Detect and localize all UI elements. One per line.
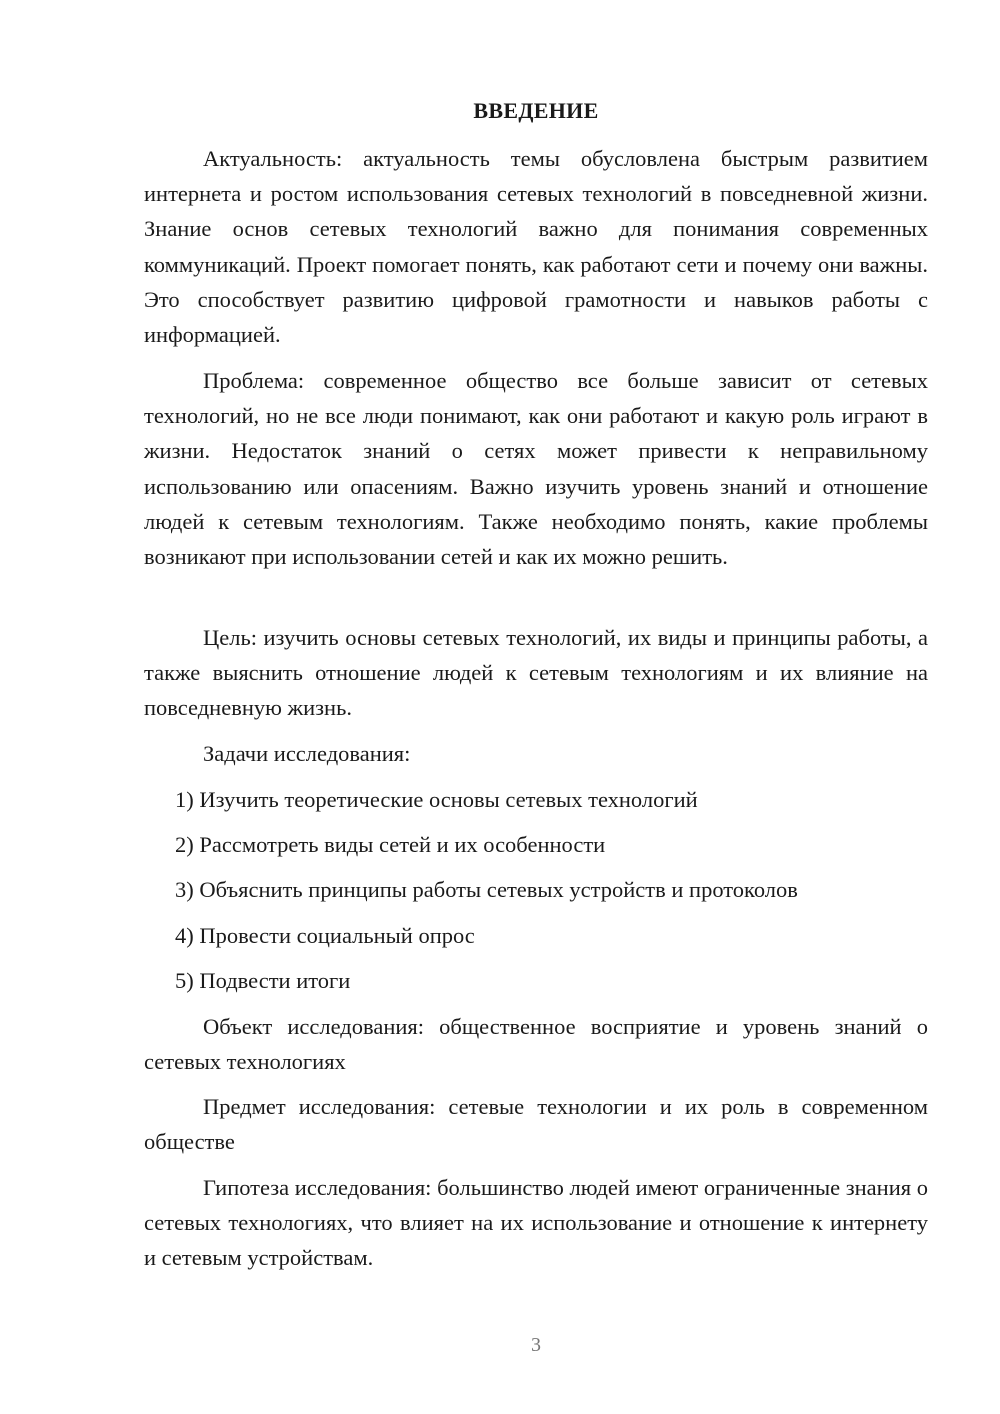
task-item: 5) Подвести итоги [175, 968, 351, 993]
page-title: ВВЕДЕНИЕ [473, 98, 599, 123]
task-item: 2) Рассмотреть виды сетей и их особенности [175, 832, 606, 857]
relevance-paragraph: Актуальность: актуальность темы обусловлена быстрым развитием интернета и ростом использования сетевых технологий в повседневной жизни. Знание основ сетевых технологий важно для понимания современных коммуникаций. Проект помогает понять, как работают сети и почему они важны. Это способствует развитию цифровой грамотности и навыков работы с информацией. [144, 146, 928, 348]
goal-paragraph: Цель: изучить основы сетевых технологий, их виды и принципы работы, а также выяснить отношение людей к сетевым технологиям и их влияние на повседневную жизнь. [144, 625, 928, 721]
page-number: 3 [531, 1334, 541, 1356]
hypothesis-paragraph: Гипотеза исследования: большинство людей имеют ограниченные знания о сетевых технологиях, что влияет на их использование и отношение к интернету и сетевым устройствам. [144, 1175, 928, 1271]
task-item: 1) Изучить теоретические основы сетевых технологий [175, 787, 698, 812]
object-paragraph: Объект исследования: общественное восприятие и уровень знаний о сетевых технологиях [144, 1014, 928, 1075]
task-item: 4) Провести социальный опрос [175, 923, 475, 948]
tasks-heading: Задачи исследования: [203, 741, 411, 766]
subject-paragraph: Предмет исследования: сетевые технологии и их роль в современном обществе [144, 1094, 928, 1155]
task-item: 3) Объяснить принципы работы сетевых устройств и протоколов [175, 877, 798, 902]
problem-paragraph: Проблема: современное общество все больше зависит от сетевых технологий, но не все люди понимают, как они работают и какую роль играют в жизни. Недостаток знаний о сетях может привести к неправильному использованию или опасениям. Важно изучить уровень знаний и отношение людей к сетевым технологиям. Также необходимо понять, какие проблемы возникают при использовании сетей и как их можно решить. [144, 368, 928, 570]
